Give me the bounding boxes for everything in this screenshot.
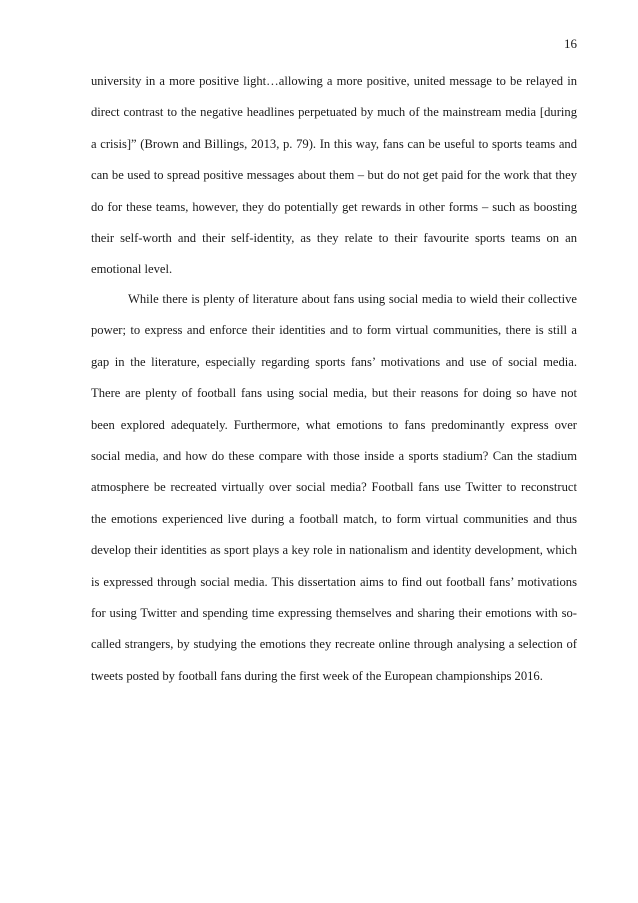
paragraph-line: There are plenty of football fans using social media, but their reasons for doing so have not [91,386,577,401]
paragraph-line: for using Twitter and spending time expressing themselves and sharing their emotions with so- [91,605,577,620]
paragraph-line: been explored adequately. Furthermore, what emotions to fans predominantly express over [91,417,577,432]
paragraph-line: tweets posted by football fans during the first week of the European championships 2016. [91,668,543,683]
paragraph-1 [91,66,577,286]
paragraph-line: called strangers, by studying the emotions they recreate online through analysing a selection of [91,637,577,652]
paragraph-line: atmosphere be recreated virtually over social media? Football fans use Twitter to reconstruct [91,480,577,495]
paragraph-line: While there is plenty of literature about fans using social media to wield their collective [128,292,577,306]
paragraph-line: develop their identities as sport plays a key role in nationalism and identity development, which [91,543,577,558]
paragraph-line: a crisis]” (Brown and Billings, 2013, p. 79). In this way, fans can be useful to sports teams and [91,136,577,151]
paragraph-2 [91,284,577,692]
paragraph-line: social media, and how do these compare with those inside a sports stadium? Can the stadium [91,448,577,463]
paragraph-line: university in a more positive light…allowing a more positive, united message to be relayed in [91,74,577,88]
paragraph-line: their self-worth and their self-identity, as they relate to their favourite sports teams on an [91,230,577,245]
page-number: 16 [564,36,577,51]
paragraph-line: can be used to spread positive messages about them – but do not get paid for the work that they [91,168,577,183]
paragraph-line: emotional level. [91,262,173,277]
paragraph-line: do for these teams, however, they do potentially get rewards in other forms – such as boosting [91,199,577,214]
paragraph-line: gap in the literature, especially regarding sports fans’ motivations and use of social media. [91,354,577,369]
paragraph-line: direct contrast to the negative headlines perpetuated by much of the mainstream media [during [91,105,577,120]
paragraph-line: the emotions experienced live during a football match, to form virtual communities and thus [91,511,577,526]
paragraph-line: power; to express and enforce their identities and to form virtual communities, there is still a [91,323,577,338]
paragraph-line: is expressed through social media. This dissertation aims to find out football fans’ motivations [91,574,577,589]
